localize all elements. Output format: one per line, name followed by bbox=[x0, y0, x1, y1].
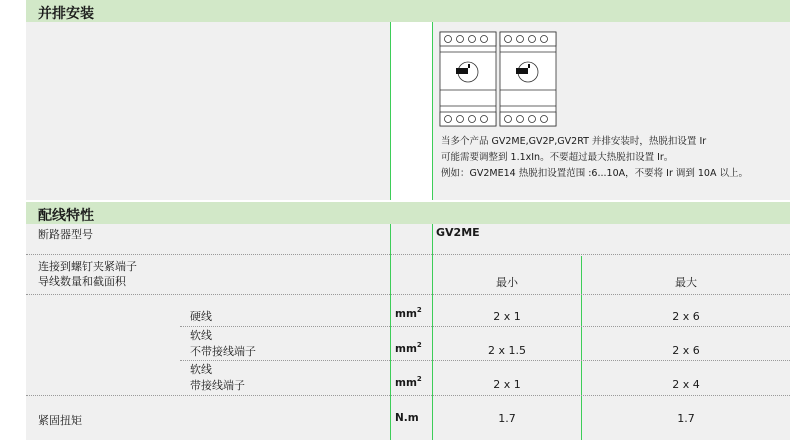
green-divider bbox=[390, 22, 391, 200]
green-divider bbox=[390, 224, 391, 440]
right-panel bbox=[433, 224, 790, 440]
unit-label bbox=[395, 343, 422, 355]
min-value: 2 x 1 bbox=[493, 378, 521, 391]
min-value: 2 x 1 bbox=[493, 310, 521, 323]
max-value: 2 x 6 bbox=[672, 344, 700, 357]
unit-superscript: 2 bbox=[416, 375, 422, 383]
green-divider bbox=[432, 22, 433, 200]
unit-text: mm bbox=[395, 308, 417, 320]
breaker-model-label: 断路器型号 bbox=[38, 228, 93, 241]
row-divider bbox=[26, 294, 790, 295]
unit-label bbox=[395, 308, 422, 320]
section-header-wiring bbox=[26, 202, 790, 224]
max-value: 2 x 4 bbox=[672, 378, 700, 391]
wire-type-label: 硬线 bbox=[190, 310, 212, 323]
row-divider bbox=[180, 326, 790, 327]
section-title: 配线特性 bbox=[38, 208, 94, 224]
unit-text: mm bbox=[395, 343, 417, 355]
wire-type-label: 带接线端子 bbox=[190, 379, 245, 392]
column-header-max: 最大 bbox=[675, 276, 697, 289]
torque-unit: N.m bbox=[395, 412, 419, 424]
torque-min-value: 1.7 bbox=[498, 412, 516, 425]
side-by-side-breakers-illustration bbox=[438, 30, 558, 128]
torque-max-value: 1.7 bbox=[677, 412, 695, 425]
green-divider bbox=[432, 224, 433, 440]
unit-label bbox=[395, 377, 422, 389]
max-value: 2 x 6 bbox=[672, 310, 700, 323]
breaker-model-value: GV2ME bbox=[436, 226, 480, 239]
wire-type-label: 软线 bbox=[190, 329, 212, 342]
wire-type-label: 软线 bbox=[190, 363, 212, 376]
connect-label: 连接到螺钉夹紧端子 bbox=[38, 260, 137, 273]
connect-label: 导线数量和截面积 bbox=[38, 275, 126, 288]
unit-superscript: 2 bbox=[416, 341, 422, 349]
unit-superscript: 2 bbox=[416, 306, 422, 314]
note-line: 当多个产品 GV2ME,GV2P,GV2RT 并排安装时，热脱扣设置 Ir bbox=[441, 136, 707, 147]
section-header-side-by-side bbox=[26, 0, 790, 22]
unit-text: mm bbox=[395, 377, 417, 389]
section-title: 并排安装 bbox=[38, 6, 94, 22]
column-header-min: 最小 bbox=[496, 276, 518, 289]
left-panel bbox=[26, 22, 390, 200]
row-divider bbox=[26, 254, 790, 255]
note-line: 可能需要调整到 1.1xIn。不要超过最大热脱扣设置 Ir。 bbox=[441, 152, 674, 163]
torque-label: 紧固扭矩 bbox=[38, 414, 82, 427]
row-divider bbox=[180, 360, 790, 361]
note-line: 例如：GV2ME14 热脱扣设置范围 :6...10A，不要将 Ir 调到 10A 以上。 bbox=[441, 168, 748, 179]
min-value: 2 x 1.5 bbox=[488, 344, 526, 357]
unit-column bbox=[391, 224, 432, 440]
wire-type-label: 不带接线端子 bbox=[190, 345, 256, 358]
row-divider bbox=[26, 395, 790, 396]
